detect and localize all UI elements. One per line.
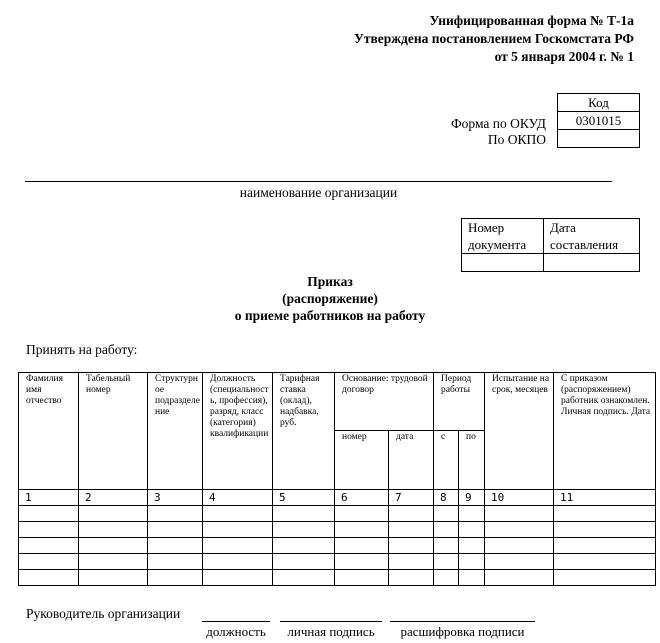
order-title: [0, 273, 660, 324]
table-cell[interactable]: [554, 570, 656, 586]
hire-intro: Принять на работу:: [26, 342, 138, 357]
table-row: [19, 538, 656, 554]
header-contract-number: номер: [335, 431, 389, 490]
table-cell[interactable]: [19, 522, 79, 538]
table-cell[interactable]: [148, 538, 203, 554]
okpo-label: По ОКПО: [487, 132, 546, 147]
table-cell[interactable]: [485, 506, 554, 522]
table-cell[interactable]: [19, 506, 79, 522]
table-cell[interactable]: [554, 522, 656, 538]
table-cell[interactable]: [335, 554, 389, 570]
table-cell[interactable]: [389, 570, 434, 586]
table-cell[interactable]: [554, 554, 656, 570]
header-contract-date: дата: [389, 431, 434, 490]
column-number: 11: [554, 490, 656, 506]
table-cell[interactable]: [434, 538, 459, 554]
header-position: Должность (специальность, профессия), разряд, класс (категория) квалификации: [203, 373, 273, 490]
table-cell[interactable]: [79, 554, 148, 570]
header-tariff-rate: Тарифная ставка (оклад), надбавка, руб.: [273, 373, 335, 490]
header-acknowledgement: С приказом (распоряжением) работник ознакомлен. Личная подпись. Дата: [554, 373, 656, 490]
code-header: Код: [558, 94, 640, 112]
signature-line[interactable]: [280, 621, 382, 622]
okud-label: Форма по ОКУД: [450, 116, 546, 131]
table-cell[interactable]: [148, 570, 203, 586]
table-cell[interactable]: [273, 522, 335, 538]
table-cell[interactable]: [79, 570, 148, 586]
table-cell[interactable]: [79, 506, 148, 522]
okud-value[interactable]: 0301015: [558, 112, 640, 130]
employee-rows: [19, 506, 656, 586]
table-cell[interactable]: [389, 506, 434, 522]
table-row: [19, 522, 656, 538]
table-cell[interactable]: [554, 538, 656, 554]
approval-date-line: от 5 января 2004 г. № 1: [494, 49, 634, 64]
header-personnel-number: Табельный номер: [79, 373, 148, 490]
table-cell[interactable]: [459, 570, 485, 586]
table-row: [19, 570, 656, 586]
table-cell[interactable]: [459, 522, 485, 538]
signature-caption: личная подпись: [287, 624, 375, 639]
column-number: 1: [19, 490, 79, 506]
column-number: 9: [459, 490, 485, 506]
table-cell[interactable]: [485, 570, 554, 586]
column-numbers-row: [19, 490, 656, 506]
table-cell[interactable]: [335, 522, 389, 538]
order-title-line2: (распоряжение): [282, 291, 378, 306]
table-cell[interactable]: [434, 554, 459, 570]
form-header: [354, 12, 634, 66]
header-department: Структурное подразделение: [148, 373, 203, 490]
table-cell[interactable]: [148, 522, 203, 538]
document-number-label: Номер документа: [462, 219, 544, 254]
position-caption: должность: [206, 624, 266, 639]
table-cell[interactable]: [434, 506, 459, 522]
table-row: [19, 506, 656, 522]
order-title-line1: Приказ: [307, 274, 353, 289]
codes-labels: [451, 116, 546, 148]
table-cell[interactable]: [79, 522, 148, 538]
table-cell[interactable]: [434, 570, 459, 586]
column-number: 2: [79, 490, 148, 506]
column-number: 6: [335, 490, 389, 506]
table-cell[interactable]: [273, 506, 335, 522]
table-cell[interactable]: [203, 554, 273, 570]
signature-label: Руководитель организации: [26, 606, 181, 621]
column-number: 5: [273, 490, 335, 506]
column-number: 4: [203, 490, 273, 506]
table-cell[interactable]: [203, 506, 273, 522]
table-cell[interactable]: [19, 570, 79, 586]
column-number: 3: [148, 490, 203, 506]
table-cell[interactable]: [389, 522, 434, 538]
table-cell[interactable]: [148, 554, 203, 570]
table-cell[interactable]: [19, 554, 79, 570]
table-cell[interactable]: [554, 506, 656, 522]
table-cell[interactable]: [79, 538, 148, 554]
table-cell[interactable]: [19, 538, 79, 554]
form-title-line: Унифицированная форма № Т-1а: [429, 13, 634, 28]
document-date-value[interactable]: [544, 254, 640, 272]
table-cell[interactable]: [273, 570, 335, 586]
document-box: [461, 218, 640, 272]
column-number: 8: [434, 490, 459, 506]
table-cell[interactable]: [459, 506, 485, 522]
header-probation: Испытание на срок, месяцев: [485, 373, 554, 490]
transcript-line[interactable]: [390, 621, 535, 622]
table-cell[interactable]: [389, 538, 434, 554]
table-cell[interactable]: [335, 506, 389, 522]
transcript-caption: расшифровка подписи: [400, 624, 525, 639]
header-contract-basis: Основание: трудовой договор: [335, 373, 434, 431]
header-period-to: по: [459, 431, 485, 490]
table-cell[interactable]: [273, 538, 335, 554]
document-number-value[interactable]: [462, 254, 544, 272]
table-cell[interactable]: [459, 554, 485, 570]
table-cell[interactable]: [485, 522, 554, 538]
header-period-from: с: [434, 431, 459, 490]
table-cell[interactable]: [148, 506, 203, 522]
table-cell[interactable]: [335, 570, 389, 586]
table-cell[interactable]: [335, 538, 389, 554]
table-cell[interactable]: [459, 538, 485, 554]
table-cell[interactable]: [203, 570, 273, 586]
table-row: [19, 554, 656, 570]
table-cell[interactable]: [434, 522, 459, 538]
table-cell[interactable]: [389, 554, 434, 570]
position-line[interactable]: [202, 621, 270, 622]
organization-caption: наименование организации: [239, 185, 398, 200]
table-cell[interactable]: [203, 522, 273, 538]
header-full-name: Фамилия имя отчество: [19, 373, 79, 490]
order-title-line3: о приеме работников на работу: [234, 308, 426, 323]
table-cell[interactable]: [485, 554, 554, 570]
okpo-value[interactable]: [558, 130, 640, 148]
employees-table: [18, 372, 656, 586]
column-number: 7: [389, 490, 434, 506]
document-date-label: Дата составления: [544, 219, 640, 254]
approval-line: Утверждена постановлением Госкомстата РФ: [353, 31, 634, 46]
table-cell[interactable]: [485, 538, 554, 554]
table-cell[interactable]: [203, 538, 273, 554]
codes-box: [557, 93, 640, 148]
table-cell[interactable]: [273, 554, 335, 570]
header-work-period: Период работы: [434, 373, 485, 431]
column-number: 10: [485, 490, 554, 506]
organization-name-line[interactable]: [25, 181, 612, 182]
